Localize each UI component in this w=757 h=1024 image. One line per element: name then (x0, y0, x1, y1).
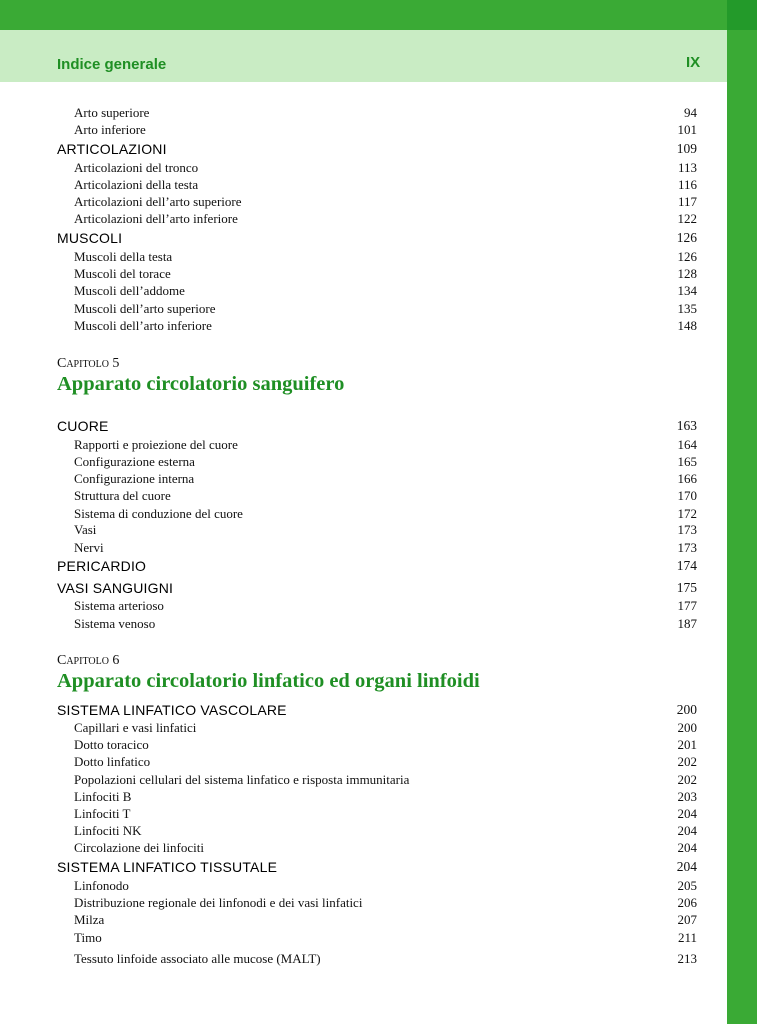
toc-entry-page: 122 (677, 211, 697, 226)
toc-entry-page: 203 (677, 789, 697, 804)
toc-entry (57, 737, 697, 754)
toc-entry-page: 134 (677, 283, 697, 298)
toc-entry-label: Timo (74, 930, 102, 945)
toc-entry-page: 211 (677, 930, 697, 945)
toc-entry-label: Rapporti e proiezione del cuore (74, 437, 238, 452)
toc-entry-label: VASI SANGUIGNI (57, 580, 174, 596)
toc-entry-label: Muscoli dell’addome (74, 283, 185, 298)
toc-entry (57, 211, 697, 228)
toc-entry-page: 202 (677, 754, 697, 769)
toc-section-entry (57, 558, 697, 575)
toc-entry-label: Configurazione esterna (74, 454, 195, 469)
toc-entry-page: 206 (677, 895, 697, 910)
toc-entry-page: 117 (677, 194, 697, 209)
toc-entry-page: 116 (677, 177, 697, 192)
toc-entry (57, 895, 697, 912)
toc-entry-page: 173 (677, 540, 697, 555)
toc-entry-page: 148 (677, 318, 697, 333)
toc-entry-label: ARTICOLAZIONI (57, 141, 167, 157)
toc-entry-page: 164 (677, 437, 697, 452)
toc-entry (57, 754, 697, 771)
toc-entry-label: Vasi (74, 522, 97, 537)
toc-entry-page: 204 (677, 806, 697, 821)
toc-entry-page: 163 (676, 418, 697, 433)
toc-entry-label: Articolazioni dell’arto superiore (74, 194, 242, 209)
toc-entry-label: CUORE (57, 418, 109, 434)
toc-entry-label: Dotto linfatico (74, 754, 151, 769)
toc-section-entry (57, 230, 697, 247)
toc-entry (57, 122, 697, 139)
toc-entry-page: 175 (676, 580, 697, 595)
toc-entry (57, 823, 697, 840)
chapter-6-title: Apparato circolatorio linfatico ed organi linfoidi (57, 670, 480, 692)
toc-entry-label: MUSCOLI (57, 230, 123, 246)
chapter-5-label: Capitolo 5 (57, 356, 120, 371)
toc-entry-label: PERICARDIO (57, 558, 147, 574)
toc-entry-page: 204 (677, 840, 697, 855)
toc-entry (57, 266, 697, 283)
toc-entry (57, 789, 697, 806)
toc-entry-page: 200 (676, 702, 697, 717)
toc-entry (57, 301, 697, 318)
running-header-title: Indice generale (57, 56, 167, 73)
toc-entry-label: Linfociti T (74, 806, 131, 821)
toc-entry (57, 806, 697, 823)
toc-section-entry (57, 580, 697, 597)
toc-entry-label: Articolazioni del tronco (74, 160, 199, 175)
toc-entry-label: Sistema di conduzione del cuore (74, 506, 243, 521)
toc-entry (57, 912, 697, 929)
toc-entry-label: Milza (74, 912, 105, 927)
toc-entry (57, 177, 697, 194)
toc-entry-page: 205 (677, 878, 697, 893)
chapter-5-title: Apparato circolatorio sanguifero (57, 373, 345, 395)
toc-entry-label: Struttura del cuore (74, 488, 171, 503)
toc-entry-page: 94 (684, 105, 697, 120)
toc-entry-label: Linfonodo (74, 878, 129, 893)
toc-entry (57, 616, 697, 633)
corner-color-block (727, 0, 757, 30)
toc-entry-label: Linfociti NK (74, 823, 142, 838)
toc-entry-page: 166 (677, 471, 697, 486)
right-color-bar (727, 0, 757, 1024)
toc-entry-label: Dotto toracico (74, 737, 149, 752)
toc-entry-label: Circolazione dei linfociti (74, 840, 204, 855)
toc-entry-label: Linfociti B (74, 789, 132, 804)
toc-entry-page: 174 (676, 558, 697, 573)
toc-entry (57, 488, 697, 505)
toc-entry-label: Configurazione interna (74, 471, 195, 486)
toc-entry-page: 187 (677, 616, 697, 631)
toc-entry-page: 172 (677, 506, 697, 521)
toc-entry (57, 951, 697, 968)
toc-entry-label: Tessuto linfoide associato alle mucose (MALT) (74, 951, 321, 966)
toc-entry-page: 165 (677, 454, 697, 469)
toc-entry-label: Muscoli della testa (74, 249, 173, 264)
toc-entry-page: 177 (677, 598, 697, 613)
toc-entry-page: 101 (677, 122, 697, 137)
toc-entry-label: Distribuzione regionale dei linfonodi e dei vasi linfatici (74, 895, 363, 910)
toc-entry-page: 213 (677, 951, 697, 966)
toc-entry-label: SISTEMA LINFATICO TISSUTALE (57, 859, 278, 875)
toc-entry (57, 930, 697, 947)
toc-entry-page: 173 (677, 522, 697, 537)
toc-entry (57, 318, 697, 335)
top-color-bar (0, 0, 727, 30)
toc-entry-page: 126 (677, 249, 697, 264)
toc-entry-label: Muscoli dell’arto superiore (74, 301, 216, 316)
toc-entry (57, 720, 697, 737)
toc-entry-page: 135 (677, 301, 697, 316)
toc-entry (57, 540, 697, 557)
toc-entry-page: 204 (676, 859, 697, 874)
toc-entry-page: 113 (677, 160, 697, 175)
toc-entry (57, 598, 697, 615)
toc-entry (57, 471, 697, 488)
toc-entry (57, 437, 697, 454)
toc-entry-page: 109 (676, 141, 697, 156)
toc-entry-page: 202 (677, 772, 697, 787)
toc-entry-label: Articolazioni della testa (74, 177, 199, 192)
toc-entry-page: 207 (677, 912, 697, 927)
toc-entry-label: Nervi (74, 540, 104, 555)
toc-entry-label: Muscoli dell’arto inferiore (74, 318, 212, 333)
toc-entry-label: Capillari e vasi linfatici (74, 720, 197, 735)
toc-section-entry (57, 141, 697, 158)
toc-entry-label: Sistema venoso (74, 616, 156, 631)
toc-entry-page: 128 (677, 266, 697, 281)
toc-entry-label: Arto superiore (74, 105, 150, 120)
toc-entry-label: Muscoli del torace (74, 266, 171, 281)
toc-entry (57, 249, 697, 266)
toc-section-entry (57, 418, 697, 435)
toc-section-entry (57, 859, 697, 876)
toc-entry-page: 200 (677, 720, 697, 735)
chapter-6-label: Capitolo 6 (57, 653, 120, 668)
toc-entry (57, 194, 697, 211)
toc-entry (57, 105, 697, 122)
toc-entry-label: Arto inferiore (74, 122, 146, 137)
toc-entry (57, 160, 697, 177)
toc-entry (57, 840, 697, 857)
toc-entry-label: Popolazioni cellulari del sistema linfatico e risposta immunitaria (74, 772, 410, 787)
page-number: IX (686, 54, 701, 71)
toc-entry-page: 201 (677, 737, 697, 752)
toc-entry-page: 204 (677, 823, 697, 838)
toc-entry (57, 283, 697, 300)
toc-section-entry (57, 702, 697, 719)
toc-entry-label: SISTEMA LINFATICO VASCOLARE (57, 702, 287, 718)
toc-entry (57, 454, 697, 471)
toc-entry (57, 772, 697, 789)
toc-entry-page: 126 (676, 230, 697, 245)
toc-entry (57, 522, 697, 539)
toc-entry (57, 506, 697, 523)
toc-entry (57, 878, 697, 895)
toc-entry-label: Sistema arterioso (74, 598, 164, 613)
toc-entry-page: 170 (677, 488, 697, 503)
toc-entry-label: Articolazioni dell’arto inferiore (74, 211, 238, 226)
